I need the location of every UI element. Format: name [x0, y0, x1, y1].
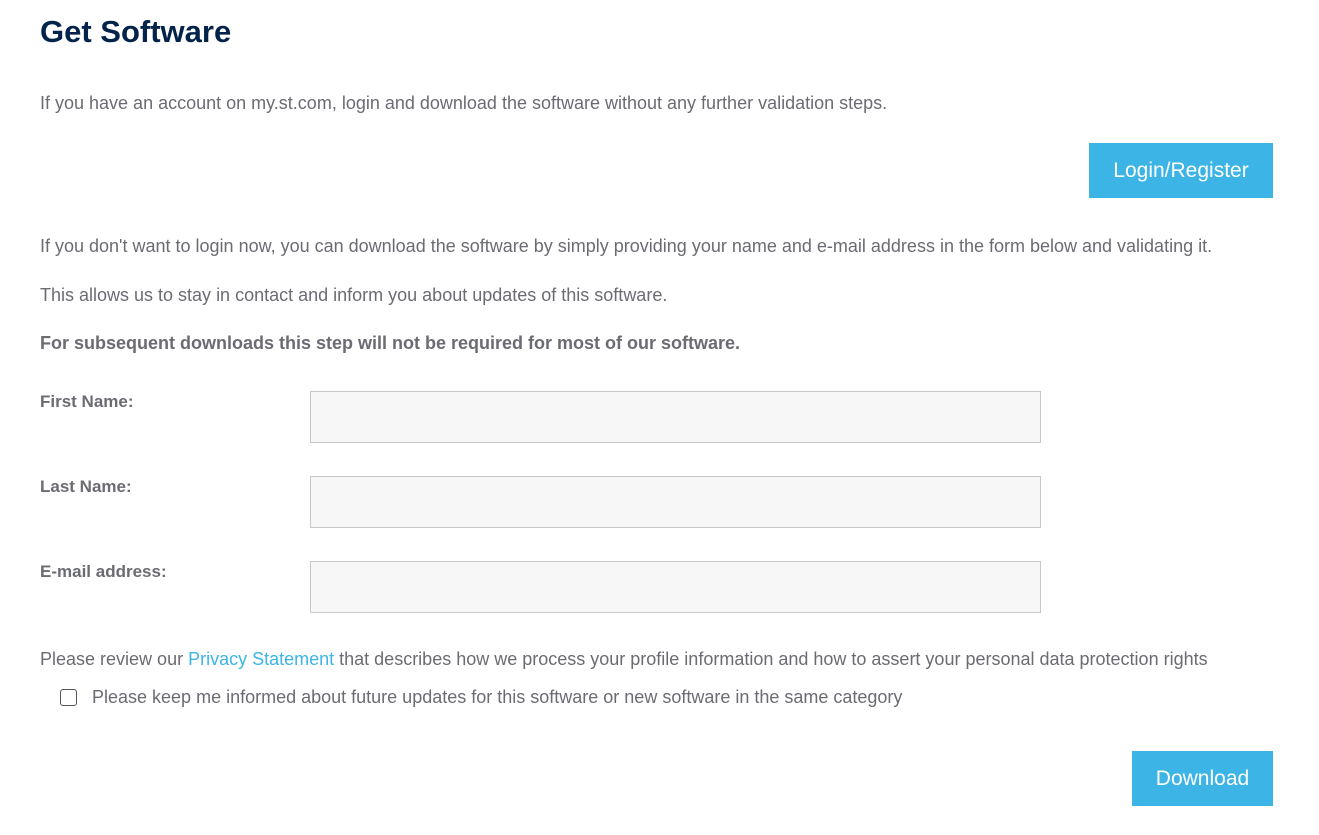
- last-name-label: Last Name:: [40, 477, 132, 496]
- subsequent-downloads-text: For subsequent downloads this step will not be required for most of our software.: [40, 333, 741, 353]
- no-login-info-text: If you don't want to login now, you can download the software by simply providing your name and e-mail address in the form below and validating it.: [40, 236, 1213, 256]
- privacy-prefix: Please review our: [40, 649, 189, 669]
- privacy-notice: [40, 648, 1208, 670]
- first-name-input[interactable]: [310, 391, 1041, 443]
- page-title: Get Software: [40, 14, 232, 49]
- email-input[interactable]: [310, 561, 1041, 613]
- updates-consent-label[interactable]: Please keep me informed about future updates for this software or new software in the same category: [92, 687, 903, 707]
- download-button[interactable]: Download: [1132, 751, 1273, 806]
- login-register-button[interactable]: Login/Register: [1089, 143, 1273, 198]
- first-name-label: First Name:: [40, 392, 134, 411]
- account-info-text: If you have an account on my.st.com, login and download the software without any further validation steps.: [40, 93, 888, 113]
- privacy-statement-link[interactable]: Privacy Statement: [188, 649, 335, 669]
- updates-consent-row[interactable]: [60, 687, 902, 708]
- privacy-suffix: that describes how we process your profile information and how to assert your personal data protection rights: [334, 649, 1208, 669]
- email-label: E-mail address:: [40, 562, 167, 581]
- contact-info-text: This allows us to stay in contact and inform you about updates of this software.: [40, 285, 668, 305]
- updates-consent-checkbox[interactable]: [60, 689, 77, 706]
- last-name-input[interactable]: [310, 476, 1041, 528]
